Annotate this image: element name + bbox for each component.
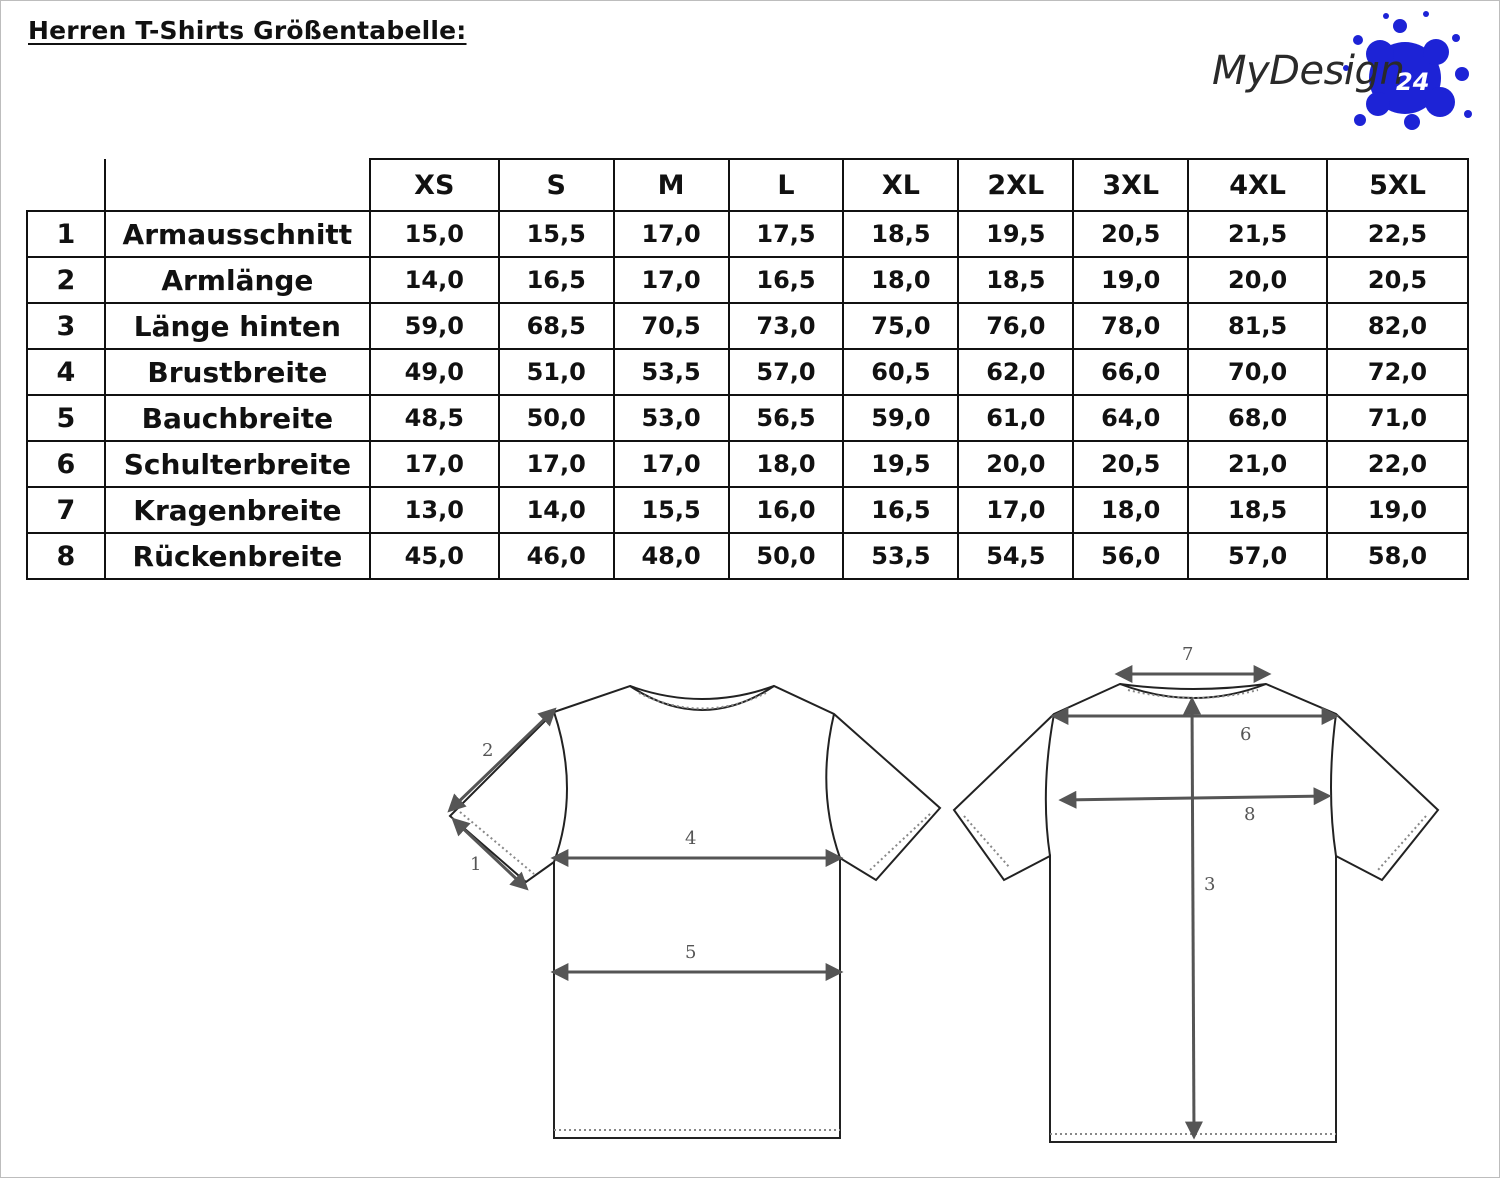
value-cell: 49,0 <box>370 349 499 395</box>
value-cell: 70,5 <box>614 303 729 349</box>
size-header-cell: S <box>499 159 614 211</box>
measurement-row <box>27 395 1468 441</box>
value-cell: 60,5 <box>843 349 958 395</box>
size-header-cell: XL <box>843 159 958 211</box>
value-cell: 16,0 <box>729 487 844 533</box>
size-header-row <box>27 159 1468 211</box>
measurement-row <box>27 211 1468 257</box>
value-cell: 76,0 <box>958 303 1073 349</box>
size-table <box>26 158 1469 580</box>
size-header-cell: 4XL <box>1188 159 1327 211</box>
value-cell: 48,0 <box>614 533 729 579</box>
value-cell: 20,5 <box>1073 441 1188 487</box>
value-cell: 56,5 <box>729 395 844 441</box>
row-label-cell: Rückenbreite <box>105 533 370 579</box>
row-label-cell: Kragenbreite <box>105 487 370 533</box>
value-cell: 57,0 <box>729 349 844 395</box>
row-number-cell: 1 <box>27 211 105 257</box>
measurement-row <box>27 441 1468 487</box>
value-cell: 18,0 <box>843 257 958 303</box>
logo-brand-text: MyDesign <box>1212 48 1405 94</box>
value-cell: 21,0 <box>1188 441 1327 487</box>
value-cell: 16,5 <box>499 257 614 303</box>
value-cell: 71,0 <box>1327 395 1468 441</box>
value-cell: 51,0 <box>499 349 614 395</box>
measure-label-7: 7 <box>1182 644 1194 665</box>
value-cell: 82,0 <box>1327 303 1468 349</box>
value-cell: 53,5 <box>843 533 958 579</box>
row-label-cell: Schulterbreite <box>105 441 370 487</box>
value-cell: 56,0 <box>1073 533 1188 579</box>
value-cell: 16,5 <box>729 257 844 303</box>
front-measure-lines <box>450 710 840 972</box>
measurement-row <box>27 487 1468 533</box>
value-cell: 48,5 <box>370 395 499 441</box>
value-cell: 19,5 <box>958 211 1073 257</box>
row-number-cell: 7 <box>27 487 105 533</box>
value-cell: 68,0 <box>1188 395 1327 441</box>
value-cell: 50,0 <box>729 533 844 579</box>
value-cell: 16,5 <box>843 487 958 533</box>
tshirt-diagram <box>430 630 1470 1170</box>
value-cell: 18,0 <box>729 441 844 487</box>
row-number-cell: 8 <box>27 533 105 579</box>
row-number-cell: 5 <box>27 395 105 441</box>
row-label-cell: Armlänge <box>105 257 370 303</box>
row-number-cell: 6 <box>27 441 105 487</box>
value-cell: 61,0 <box>958 395 1073 441</box>
header-blank-cell <box>105 159 370 211</box>
row-label-cell: Armausschnitt <box>105 211 370 257</box>
value-cell: 64,0 <box>1073 395 1188 441</box>
value-cell: 59,0 <box>843 395 958 441</box>
row-label-cell: Brustbreite <box>105 349 370 395</box>
value-cell: 62,0 <box>958 349 1073 395</box>
value-cell: 18,0 <box>1073 487 1188 533</box>
value-cell: 22,0 <box>1327 441 1468 487</box>
measure-label-2: 2 <box>482 740 494 761</box>
measure-label-8: 8 <box>1244 804 1256 825</box>
value-cell: 18,5 <box>958 257 1073 303</box>
size-header-cell: 3XL <box>1073 159 1188 211</box>
row-number-cell: 2 <box>27 257 105 303</box>
size-header-cell: 2XL <box>958 159 1073 211</box>
measurement-row <box>27 303 1468 349</box>
value-cell: 17,0 <box>614 441 729 487</box>
value-cell: 15,5 <box>614 487 729 533</box>
value-cell: 57,0 <box>1188 533 1327 579</box>
measure-label-1: 1 <box>470 854 482 875</box>
value-cell: 54,5 <box>958 533 1073 579</box>
row-label-cell: Bauchbreite <box>105 395 370 441</box>
row-label-cell: Länge hinten <box>105 303 370 349</box>
value-cell: 17,0 <box>370 441 499 487</box>
value-cell: 72,0 <box>1327 349 1468 395</box>
value-cell: 15,0 <box>370 211 499 257</box>
size-header-cell: XS <box>370 159 499 211</box>
value-cell: 19,5 <box>843 441 958 487</box>
size-table-body <box>27 211 1468 579</box>
value-cell: 17,0 <box>958 487 1073 533</box>
value-cell: 13,0 <box>370 487 499 533</box>
value-cell: 53,5 <box>614 349 729 395</box>
front-shirt-drawing <box>450 686 940 1138</box>
measurement-row <box>27 349 1468 395</box>
value-cell: 46,0 <box>499 533 614 579</box>
size-header-cell: L <box>729 159 844 211</box>
measure-label-5: 5 <box>685 942 697 963</box>
value-cell: 70,0 <box>1188 349 1327 395</box>
value-cell: 14,0 <box>370 257 499 303</box>
value-cell: 75,0 <box>843 303 958 349</box>
value-cell: 20,0 <box>958 441 1073 487</box>
value-cell: 59,0 <box>370 303 499 349</box>
row-number-cell: 4 <box>27 349 105 395</box>
back-measure-lines <box>1054 674 1336 1136</box>
value-cell: 20,5 <box>1073 211 1188 257</box>
value-cell: 68,5 <box>499 303 614 349</box>
value-cell: 20,5 <box>1327 257 1468 303</box>
value-cell: 78,0 <box>1073 303 1188 349</box>
value-cell: 18,5 <box>1188 487 1327 533</box>
back-shirt-drawing <box>954 684 1438 1142</box>
value-cell: 14,0 <box>499 487 614 533</box>
measure-label-6: 6 <box>1240 724 1252 745</box>
value-cell: 81,5 <box>1188 303 1327 349</box>
measure-label-4: 4 <box>685 828 697 849</box>
value-cell: 58,0 <box>1327 533 1468 579</box>
value-cell: 17,5 <box>729 211 844 257</box>
measurement-row <box>27 533 1468 579</box>
page-title: Herren T-Shirts Größentabelle: <box>28 16 467 45</box>
size-header-cell: M <box>614 159 729 211</box>
value-cell: 15,5 <box>499 211 614 257</box>
measurement-row <box>27 257 1468 303</box>
value-cell: 45,0 <box>370 533 499 579</box>
value-cell: 20,0 <box>1188 257 1327 303</box>
value-cell: 17,0 <box>614 257 729 303</box>
value-cell: 18,5 <box>843 211 958 257</box>
logo-number-text: 24 <box>1396 68 1430 96</box>
value-cell: 21,5 <box>1188 211 1327 257</box>
measure-label-3: 3 <box>1204 874 1216 895</box>
row-number-cell: 3 <box>27 303 105 349</box>
value-cell: 17,0 <box>499 441 614 487</box>
value-cell: 50,0 <box>499 395 614 441</box>
value-cell: 66,0 <box>1073 349 1188 395</box>
value-cell: 19,0 <box>1327 487 1468 533</box>
value-cell: 22,5 <box>1327 211 1468 257</box>
brand-logo <box>1200 4 1480 138</box>
value-cell: 17,0 <box>614 211 729 257</box>
value-cell: 73,0 <box>729 303 844 349</box>
header-blank-cell <box>27 159 105 211</box>
size-header-cell: 5XL <box>1327 159 1468 211</box>
value-cell: 53,0 <box>614 395 729 441</box>
value-cell: 19,0 <box>1073 257 1188 303</box>
